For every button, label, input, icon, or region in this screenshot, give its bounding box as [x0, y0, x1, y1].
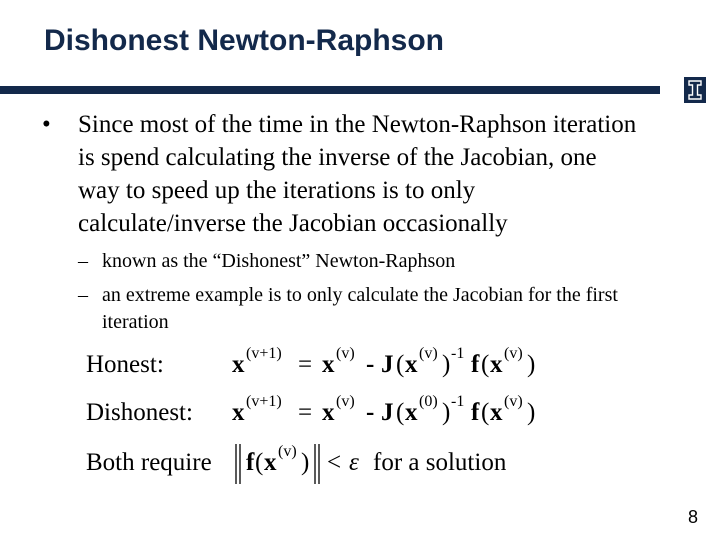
- sub-item-text: an extreme example is to only calculate the Jacobian for the first iteration: [102, 284, 618, 333]
- math-x: x: [490, 399, 503, 426]
- title-rule: [0, 86, 660, 94]
- math-x: x: [232, 351, 245, 378]
- slide-title: Dishonest Newton-Raphson: [44, 24, 445, 57]
- math-next-iter: (v+1): [246, 345, 282, 362]
- both-require-label: Both require: [86, 449, 212, 476]
- convergence-condition: [86, 443, 507, 484]
- math-x: x: [322, 399, 335, 426]
- math-x: x: [405, 351, 418, 378]
- math-open-paren: (: [255, 449, 264, 476]
- math-equals: =: [298, 399, 313, 426]
- sub-item: [78, 282, 642, 336]
- dishonest-equation: [86, 393, 535, 426]
- bullet-mark: •: [42, 111, 51, 138]
- illinois-block-i-icon: [684, 77, 706, 103]
- math-close-paren: ): [442, 351, 451, 378]
- equations: [86, 340, 586, 490]
- bullet-item: [42, 108, 642, 336]
- for-solution-label: for a solution: [373, 449, 507, 476]
- sub-item-text: known as the “Dishonest” Newton-Raphson: [102, 250, 456, 272]
- sub-mark: –: [78, 284, 88, 306]
- math-f: f: [246, 449, 255, 476]
- math-open-paren: (: [481, 351, 490, 378]
- math-epsilon: ε: [349, 449, 359, 476]
- math-x: x: [322, 351, 335, 378]
- sub-list: [78, 248, 642, 336]
- math-minus: -: [366, 399, 375, 426]
- math-curr-iter: (v): [504, 393, 523, 410]
- bullet-list: [42, 108, 642, 343]
- math-close-paren: ): [301, 449, 310, 476]
- math-open-paren: (: [396, 399, 405, 426]
- math-curr-iter: (v): [336, 345, 355, 362]
- math-x: x: [264, 449, 277, 476]
- math-close-paren: ): [527, 399, 536, 426]
- math-curr-iter: (v): [419, 345, 438, 362]
- math-x: x: [232, 399, 245, 426]
- dishonest-label: Dishonest:: [86, 399, 193, 426]
- math-x: x: [490, 351, 503, 378]
- illinois-block-i-icon-graphic: [684, 77, 706, 103]
- honest-label: Honest:: [86, 351, 164, 378]
- math-curr-iter: (v): [336, 393, 355, 410]
- math-inverse-exp: -1: [451, 345, 465, 362]
- math-minus: -: [366, 351, 375, 378]
- math-curr-iter: (v): [278, 443, 297, 460]
- bullet-text: Since most of the time in the Newton-Raphson iteration is spend calculating the inverse of the Jacobian, one way to speed up the iterations is to only calculate/inverse the Jacobian occasionally: [78, 111, 637, 237]
- math-x: x: [405, 399, 418, 426]
- math-f: f: [471, 399, 480, 426]
- math-J: J: [381, 351, 394, 378]
- honest-equation: [86, 345, 535, 378]
- math-curr-iter: (v): [504, 345, 523, 362]
- math-close-paren: ): [527, 351, 536, 378]
- sub-item: [78, 248, 642, 275]
- math-inverse-exp: -1: [451, 393, 465, 410]
- page-number: 8: [688, 507, 699, 527]
- math-less-than: <: [327, 449, 342, 476]
- math-next-iter: (v+1): [246, 393, 282, 410]
- math-f: f: [471, 351, 480, 378]
- math-open-paren: (: [396, 351, 405, 378]
- math-close-paren: ): [442, 399, 451, 426]
- sub-mark: –: [78, 250, 88, 272]
- math-open-paren: (: [481, 399, 490, 426]
- math-equals: =: [298, 351, 313, 378]
- math-zero-iter: (0): [419, 393, 438, 410]
- math-J: J: [381, 399, 394, 426]
